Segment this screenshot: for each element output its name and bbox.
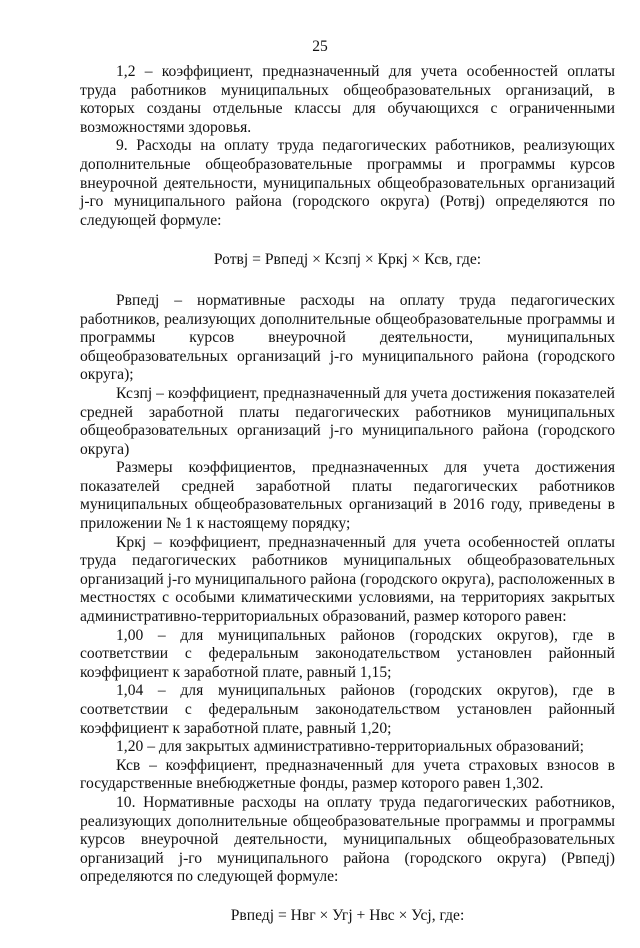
paragraph-10-normative-expenses: 10. Нормативные расходы на оплату труда педагогических работников, реализующих дополнительные общеобразовательные программы и программы курсов внеурочной деятельности, муниципальных общеобразовательных организаций j-го муниципального района (городского округа) (Рвпедj) определяются по следующей формуле:	[80, 793, 615, 886]
formula-rvped: Рвпедj = Нвг × Угj + Нвс × Усj, где:	[230, 906, 465, 924]
paragraph-ksv-definition: Ксв – коэффициент, предназначенный для учета страховых взносов в государственные внебюджетные фонды, размер которого равен 1,302.	[80, 756, 615, 793]
paragraph-value-1-00: 1,00 – для муниципальных районов (городских округов), где в соответствии с федеральным законодательством установлен районный коэффициент к заработной плате, равный 1,15;	[80, 626, 615, 681]
formula-rotv: Ротвj = Рвпедj × Ксзпj × Кркj × Ксв, где:	[213, 251, 482, 269]
page-number: 25	[312, 38, 328, 55]
paragraph-9-expenses: 9. Расходы на оплату труда педагогических работников, реализующих дополнительные общеобразовательные программы и программы курсов внеурочной деятельности, муниципальных общеобразовательных организаций j-го муниципального района (городского округа) (Ротвj) определяются по следующей формуле:	[80, 137, 615, 229]
paragraph-krk-definition: Кркj – коэффициент, предназначенный для учета особенностей оплаты труда педагогических работников муниципальных общеобразовательных организаций j-го муниципального района (городского округа), расположенных в местностях с особыми климатическими условиями, на территориях закрытых административно-территориальных образований, размер которого равен:	[80, 533, 615, 626]
paragraph-value-1-20: 1,20 – для закрытых административно-территориальных образований;	[116, 738, 584, 756]
paragraph-value-1-04: 1,04 – для муниципальных районов (городских округов), где в соответствии с федеральным законодательством установлен районный коэффициент к заработной плате, равный 1,20;	[80, 682, 615, 737]
paragraph-kszp-definition: Ксзпj – коэффициент, предназначенный для учета достижения показателей средней заработной платы педагогических работников муниципальных общеобразовательных организаций j-го муниципального района (городского округа)	[80, 384, 615, 458]
paragraph-coefficient-1-2: 1,2 – коэффициент, предназначенный для учета особенностей оплаты труда работников муниципальных общеобразовательных организаций, в которых созданы отдельные классы для обучающихся с ограниченными возможностями здоровья.	[80, 63, 615, 136]
paragraph-rvped-definition: Рвпедj – нормативные расходы на оплату труда педагогических работников, реализующих дополнительные общеобразовательные программы и программы курсов внеурочной деятельности, муниципальных общеобразовательных организаций j-го муниципального района (городского округа);	[80, 291, 615, 384]
document-body	[80, 63, 615, 948]
paragraph-coefficient-sizes: Размеры коэффициентов, предназначенных для учета достижения показателей средней заработной платы педагогических работников муниципальных общеобразовательных организаций в 2016 году, приведены в приложении № 1 к настоящему порядку;	[80, 459, 615, 533]
